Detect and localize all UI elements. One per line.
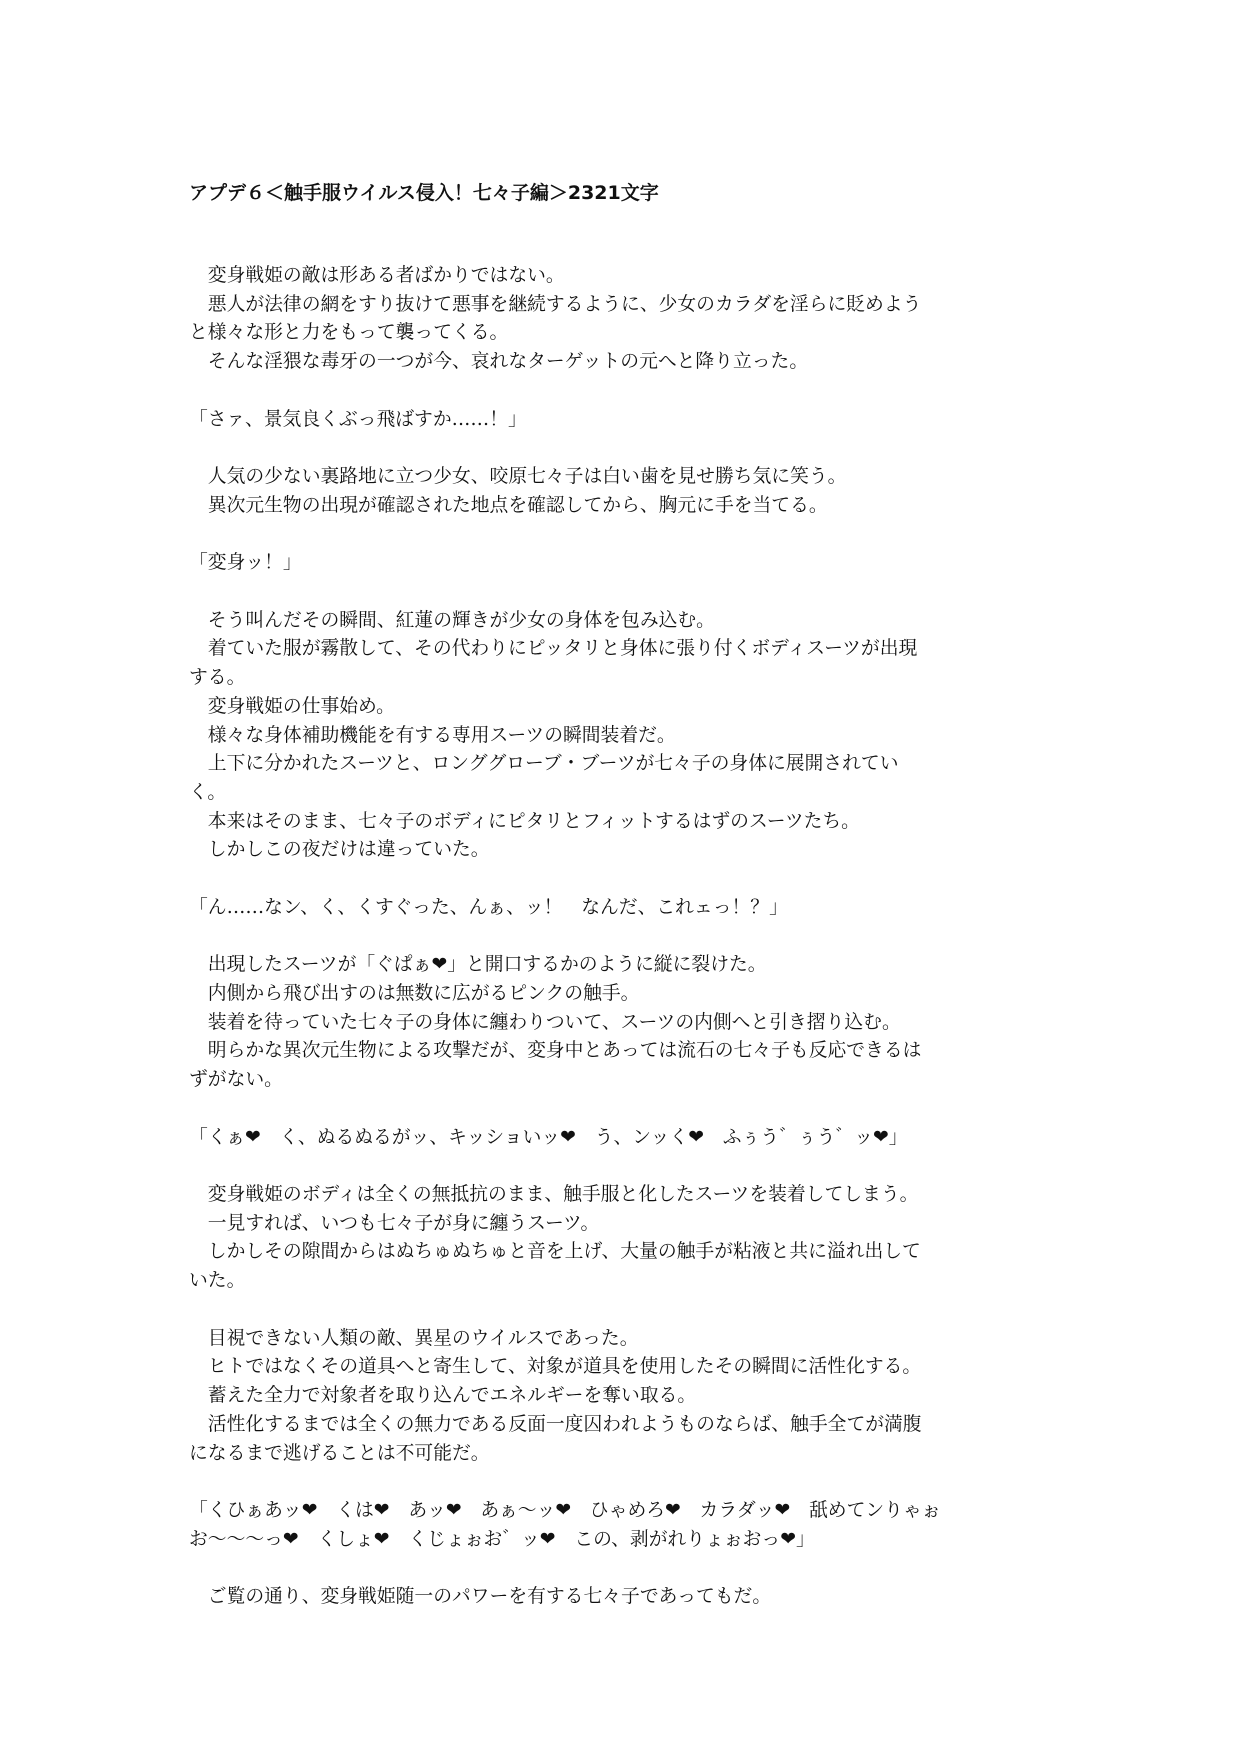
text-line: ご覧の通り、変身戦姫随一のパワーを有する七々子であってもだ。: [189, 1585, 772, 1608]
text-line: く。: [189, 780, 227, 803]
text-line: ヒトではなくその道具へと寄生して、対象が道具を使用したその瞬間に活性化する。: [189, 1355, 922, 1378]
text-line: しかしその隙間からはぬちゅぬちゅと音を上げ、大量の触手が粘液と共に溢れ出して: [189, 1240, 921, 1263]
text-line: する。: [189, 666, 246, 689]
text-line: 装着を待っていた七々子の身体に纏わりついて、スーツの内側へと引き摺り込む。: [189, 1010, 901, 1033]
text-line: 本来はそのまま、七々子のボディにピタリとフィットするはずのスーツたち。: [189, 809, 860, 832]
text-line: 明らかな異次元生物による攻撃だが、変身中とあっては流石の七々子も反応できるは: [189, 1039, 922, 1062]
text-line: しかしこの夜だけは違っていた。: [189, 838, 490, 861]
document-title: アプデ６＜触手服ウイルス侵入！七々子編＞2321文字: [189, 182, 659, 204]
text-line: ずがない。: [189, 1068, 283, 1091]
text-line: 「さァ、景気良くぶっ飛ばすか‥‥‥！」: [189, 407, 527, 430]
text-line: になるまで逃げることは不可能だ。: [189, 1441, 490, 1464]
text-line: いた。: [189, 1269, 246, 1292]
text-line: 「くひぁあッ❤ くは❤ あッ❤ あぁ〜ッ❤ ひゃめろ❤ カラダッ❤ 舐めてンりゃぉ: [189, 1498, 941, 1521]
text-line: 変身戦姫のボディは全くの無抵抗のまま、触手服と化したスーツを装着してしまう。: [189, 1183, 919, 1206]
text-line: 蓄えた全力で対象者を取り込んでエネルギーを奪い取る。: [189, 1384, 697, 1407]
text-line: 変身戦姫の仕事始め。: [189, 694, 395, 717]
text-line: そう叫んだその瞬間、紅蓮の輝きが少女の身体を包み込む。: [189, 608, 715, 631]
text-line: 内側から飛び出すのは無数に広がるピンクの触手。: [189, 982, 640, 1004]
text-line: 悪人が法律の網をすり抜けて悪事を継続するように、少女のカラダを淫らに貶めよう: [189, 292, 922, 315]
text-line: 一見すれば、いつも七々子が身に纏うスーツ。: [189, 1211, 600, 1234]
text-line: 活性化するまでは全くの無力である反面一度囚われようものならば、触手全てが満腹: [189, 1412, 922, 1435]
text-line: 「変身ッ！」: [189, 551, 302, 574]
text-line: 変身戦姫の敵は形ある者ばかりではない。: [189, 264, 565, 286]
text-line: お〜〜〜っ❤ くしょ❤ くじょぉお゛ッ❤ この、剥がれりょぉおっ❤」: [189, 1527, 815, 1550]
text-line: 「くぁ❤ く、ぬるぬるがッ、キッショいッ❤ う、ンッく❤ ふぅう゛ぅう゛ッ❤」: [189, 1125, 908, 1148]
text-line: 人気の少ない裏路地に立つ少女、咬原七々子は白い歯を見せ勝ち気に笑う。: [189, 465, 847, 488]
text-line: 着ていた服が霧散して、その代わりにピッタリと身体に張り付くボディスーツが出現: [189, 637, 918, 660]
text-line: そんな淫猥な毒牙の一つが今、哀れなターゲットの元へと降り立った。: [189, 350, 809, 373]
text-line: と様々な形と力をもって襲ってくる。: [189, 321, 509, 344]
text-line: 上下に分かれたスーツと、ロンググローブ・ブーツが七々子の身体に展開されてい: [189, 752, 899, 775]
text-line: 異次元生物の出現が確認された地点を確認してから、胸元に手を当てる。: [189, 493, 828, 516]
text-line: 「ん‥‥‥なン、く、くすぐった、んぁ、ッ！ なんだ、これェっ！？」: [189, 895, 788, 918]
text-line: 出現したスーツが「ぐぱぁ❤」と開口するかのように縦に裂けた。: [189, 953, 767, 976]
text-line: 目視できない人類の敵、異星のウイルスであった。: [189, 1326, 639, 1349]
text-line: 様々な身体補助機能を有する専用スーツの瞬間装着だ。: [189, 723, 676, 746]
